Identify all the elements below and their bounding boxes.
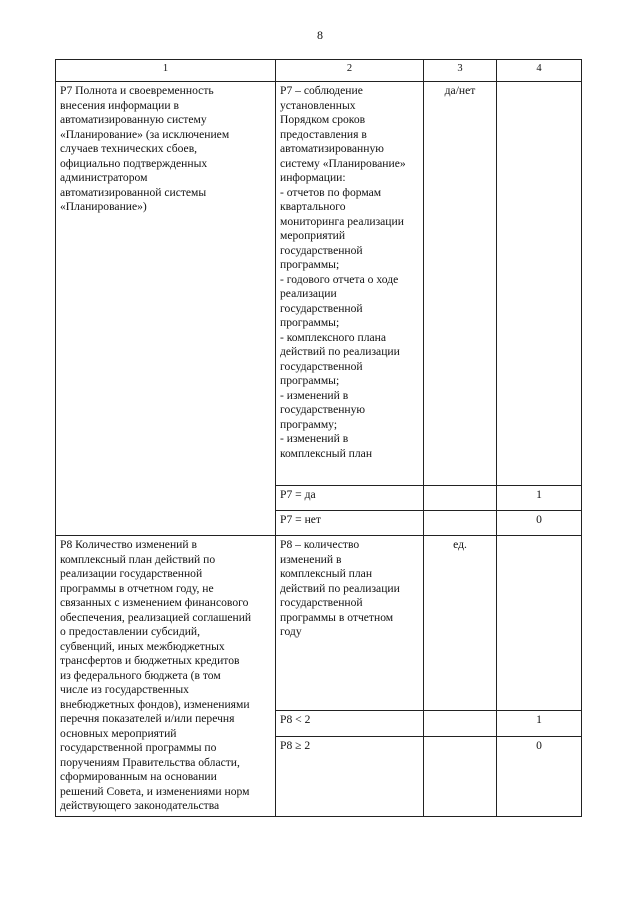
table-header-row [56, 60, 582, 82]
p7-criterion-line: «Планирование» (за исключением [60, 127, 230, 141]
p7-description-line: мониторинга реализации [280, 214, 404, 228]
p8-description-line: изменений в [280, 552, 342, 566]
p8-score-empty-cell [497, 536, 582, 711]
table-row-p7 [56, 82, 582, 486]
p7-condition-no: Р7 = нет [276, 511, 424, 536]
p8-criterion-line: комплексный план действий по [60, 552, 216, 566]
p8-score-less: 1 [497, 710, 582, 736]
p8-criterion-line: субвенций, иных межбюджетных [60, 639, 225, 653]
p7-description-line: систему «Планирование» [280, 156, 406, 170]
p7-criterion-line: внесения информации в [60, 98, 179, 112]
p8-criterion-line: Р8 Количество изменений в [60, 538, 197, 551]
p7-description-line: - отчетов по формам [280, 185, 382, 199]
p8-criterion-line: обеспечения, реализацией соглашений [60, 610, 252, 624]
p7-criterion-line: случаев технических сбоев, [60, 142, 198, 155]
p7-criterion-line: автоматизированную систему [60, 113, 207, 126]
p7-criterion-line: администратором [60, 171, 148, 184]
p7-description-line: мероприятий [280, 229, 346, 242]
p7-description-cell [276, 82, 424, 486]
p8-description-line: году [280, 625, 302, 638]
p7-description-line: Порядком сроков [280, 113, 366, 126]
p8-criterion-line: сформированным на основании [60, 770, 217, 783]
p7-criterion-line: автоматизированной системы [60, 185, 207, 199]
p7-score-empty-cell [497, 82, 582, 486]
p8-criterion-line: действующего законодательства [60, 799, 220, 812]
p7-description-line: действий по реализации [280, 345, 400, 358]
p8-criterion-line: основных мероприятий [60, 726, 177, 740]
p7-criterion-line: «Планирование») [60, 200, 147, 213]
p7-criterion-cell [56, 82, 276, 536]
p8-unit-cell: ед. [424, 536, 497, 711]
p8-condition-greater: Р8 ≥ 2 [276, 736, 424, 816]
p7-score-no: 0 [497, 511, 582, 536]
p7-description-line: информации: [280, 171, 346, 184]
p8-unit-empty-greater [424, 736, 497, 816]
p7-description-line: реализации [280, 287, 337, 300]
p7-description-line: предоставления в [280, 127, 367, 141]
p7-criterion-line: официально подтвержденных [60, 156, 208, 170]
p8-criterion-cell [56, 536, 276, 817]
header-col-3: 3 [424, 60, 497, 82]
p7-unit-empty-yes [424, 486, 497, 511]
p7-description-line: государственной [280, 301, 363, 315]
p8-description-line: Р8 – количество [280, 538, 360, 551]
p7-description-line: - годового отчета о ходе [280, 272, 399, 286]
p7-condition-yes: Р7 = да [276, 486, 424, 511]
p8-criterion-line: программы в отчетном году, не [60, 581, 214, 595]
p7-description-line: комплексный план [280, 446, 373, 460]
p8-criterion-line: государственной программы по [60, 741, 217, 754]
p7-description-line: - комплексного плана [280, 330, 386, 344]
p7-description-line: - изменений в [280, 388, 349, 402]
p8-score-greater: 0 [497, 736, 582, 816]
criteria-table [55, 59, 582, 817]
p8-description-line: программы в отчетном [280, 610, 394, 624]
p7-description-line: Р7 – соблюдение [280, 84, 363, 97]
p7-unit-cell: да/нет [424, 82, 497, 486]
p8-criterion-line: реализации государственной [60, 567, 203, 580]
header-col-4: 4 [497, 60, 582, 82]
p7-description-line: - изменений в [280, 432, 349, 445]
p7-unit-empty-no [424, 511, 497, 536]
p7-description-line: программы; [280, 258, 340, 271]
p8-criterion-line: решений Совета, и изменениями норм [60, 784, 250, 798]
p8-criterion-line: числе из государственных [60, 683, 189, 696]
p8-criterion-line: поручениям Правительства области, [60, 755, 240, 769]
p7-description-line: автоматизированную [280, 142, 384, 155]
p8-criterion-line: о предоставлении субсидий, [60, 625, 201, 638]
p7-criterion-line: Р7 Полнота и своевременность [60, 84, 214, 97]
p8-criterion-line: внебюджетных фондов), изменениями [60, 697, 250, 711]
p8-criterion-line: трансфертов и бюджетных кредитов [60, 654, 240, 667]
p7-description-line: программы; [280, 374, 340, 387]
p7-score-yes: 1 [497, 486, 582, 511]
table-row-p8 [56, 536, 582, 711]
p8-criterion-line: связанных с изменением финансового [60, 596, 249, 609]
p8-criterion-line: из федерального бюджета (в том [60, 668, 221, 682]
header-col-2: 2 [276, 60, 424, 82]
p8-unit-empty-less [424, 710, 497, 736]
p7-description-line: государственной [280, 243, 363, 257]
p7-description-line: установленных [280, 98, 356, 112]
p7-description-line: государственной [280, 359, 363, 373]
p7-description-line: программы; [280, 316, 340, 329]
p8-description-line: комплексный план [280, 567, 373, 580]
p8-description-line: государственной [280, 596, 363, 609]
p8-description-cell [276, 536, 424, 711]
page-number: 8 [317, 28, 323, 42]
p8-condition-less: Р8 < 2 [276, 710, 424, 736]
p7-description-line: государственную [280, 403, 366, 416]
p8-description-line: действий по реализации [280, 581, 400, 595]
p7-description-line: программу; [280, 417, 338, 431]
p7-description-line: квартального [280, 200, 346, 213]
header-col-1: 1 [56, 60, 276, 82]
p8-criterion-line: перечня показателей и/или перечня [60, 712, 235, 725]
